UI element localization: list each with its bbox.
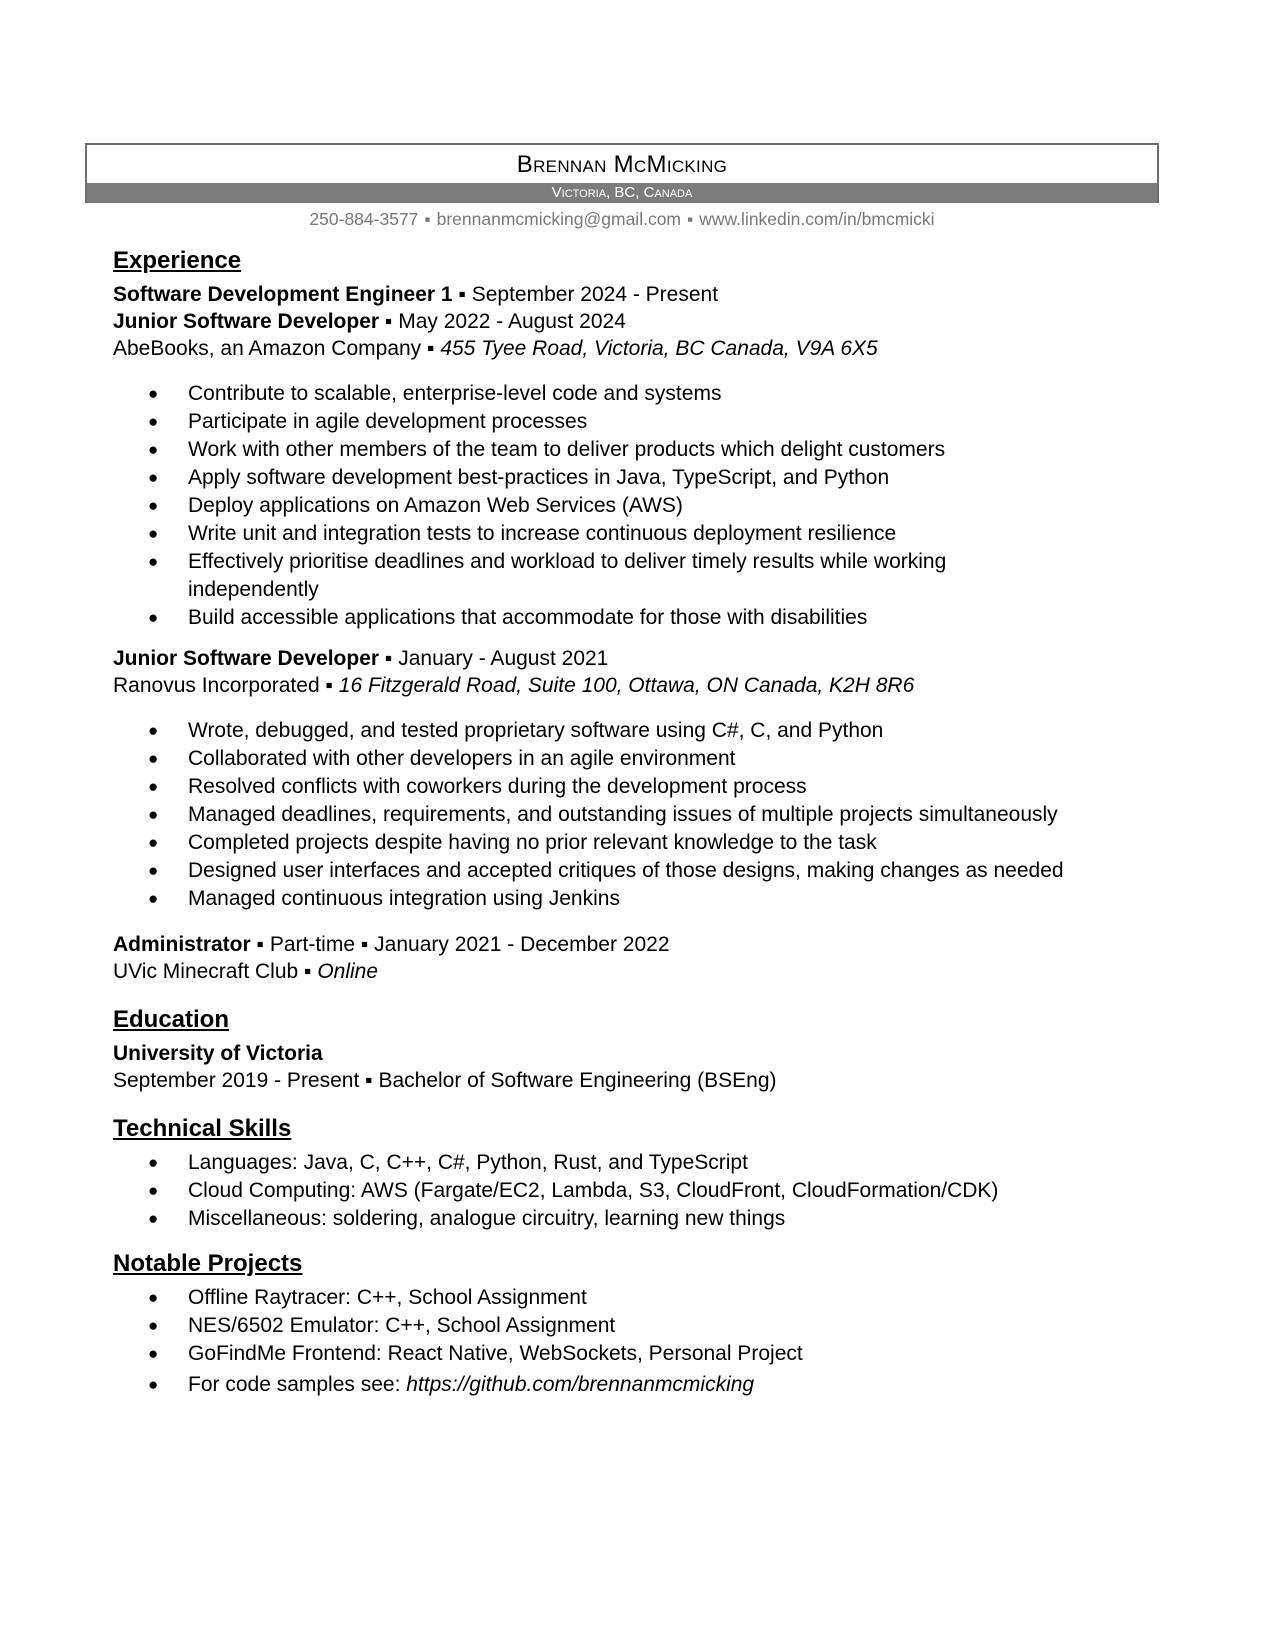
separator: ▪ — [325, 674, 333, 697]
list-item: ● Deploy applications on Amazon Web Services (AWS) — [0, 492, 1188, 520]
bullet-icon: ● — [148, 440, 159, 459]
separator: ▪ — [365, 1069, 373, 1092]
bullet-icon: ● — [148, 1344, 159, 1363]
bullet-icon: ● — [148, 1316, 159, 1335]
role-dates: September 2024 - Present — [471, 283, 719, 306]
role-title: Software Development Engineer 1 — [113, 283, 453, 306]
list-item: ● NES/6502 Emulator: C++, School Assignment — [0, 1312, 1188, 1340]
list-item: ● Designed user interfaces and accepted critiques of those designs, making changes as needed — [0, 857, 1188, 885]
company-line — [113, 672, 914, 699]
list-item: ● Write unit and integration tests to increase continuous deployment resilience — [0, 520, 1188, 548]
github-link[interactable]: https://github.com/brennanmcmicking — [406, 1373, 755, 1396]
list-item: ● Resolved conflicts with coworkers during the development process — [0, 773, 1188, 801]
job-role-line — [113, 645, 608, 672]
bullet-icon: ● — [148, 524, 159, 543]
company-line — [113, 335, 878, 362]
candidate-location: Victoria, BC, Canada — [87, 183, 1157, 203]
bullet-icon: ● — [148, 1153, 159, 1172]
list-item: ● Completed projects despite having no prior relevant knowledge to the task — [0, 829, 1188, 857]
bullet-icon: ● — [148, 1209, 159, 1228]
education-heading: Education — [113, 1006, 230, 1033]
company-location: Online — [317, 960, 379, 983]
bullet-icon: ● — [148, 749, 159, 768]
role-title: Junior Software Developer — [113, 647, 380, 670]
name-header-box — [85, 143, 1159, 203]
bullet-icon: ● — [148, 889, 159, 908]
separator: ▪ — [384, 310, 393, 333]
job-role-line — [113, 308, 626, 335]
list-item: ● Managed deadlines, requirements, and outstanding issues of multiple projects simultaneously — [0, 801, 1188, 829]
email-link[interactable]: brennanmcmicking@gmail.com — [436, 209, 682, 229]
degree-line — [113, 1067, 777, 1094]
company-location: 455 Tyee Road, Victoria, BC Canada, V9A 6X5 — [440, 337, 878, 360]
role-dates: January - August 2021 — [398, 647, 609, 670]
company-name: AbeBooks, an Amazon Company — [113, 337, 422, 360]
bullet-icon: ● — [148, 861, 159, 880]
role-title: Administrator — [113, 933, 251, 956]
bullet-icon: ● — [148, 777, 159, 796]
list-item: ● Offline Raytracer: C++, School Assignment — [0, 1284, 1188, 1312]
separator: ▪ — [360, 933, 369, 956]
phone-number: 250-884-3577 — [309, 209, 419, 229]
role-type: Part-time — [269, 933, 356, 956]
list-item: ● Work with other members of the team to deliver products which delight customers — [0, 436, 1188, 464]
education-dates: September 2019 - Present — [113, 1069, 360, 1092]
list-item: ● GoFindMe Frontend: React Native, WebSockets, Personal Project — [0, 1340, 1188, 1368]
bullet-icon: ● — [148, 721, 159, 740]
company-line — [113, 958, 378, 985]
role-title: Junior Software Developer — [113, 310, 380, 333]
separator: ▪ — [687, 209, 694, 229]
bullet-icon: ● — [148, 1288, 159, 1307]
separator: ▪ — [256, 933, 264, 956]
list-item: ● Wrote, debugged, and tested proprietary software using C#, C, and Python — [0, 717, 1188, 745]
list-item: ● Build accessible applications that accommodate for those with disabilities — [0, 604, 1188, 632]
bullet-icon: ● — [148, 608, 159, 627]
list-item: ● Miscellaneous: soldering, analogue circuitry, learning new things — [0, 1205, 1188, 1233]
job-role-line — [113, 931, 670, 958]
separator: ▪ — [458, 283, 466, 306]
bullet-icon: ● — [148, 412, 159, 431]
company-name: Ranovus Incorporated — [113, 674, 320, 697]
list-item: ● Languages: Java, C, C++, C#, Python, Rust, and TypeScript — [0, 1149, 1188, 1177]
degree-name: Bachelor of Software Engineering (BSEng) — [378, 1069, 777, 1092]
bullet-icon: ● — [148, 805, 159, 824]
contact-line — [85, 208, 1159, 230]
list-item: ● Cloud Computing: AWS (Fargate/EC2, Lambda, S3, CloudFront, CloudFormation/CDK) — [0, 1177, 1188, 1205]
list-item: ● Managed continuous integration using Jenkins — [0, 885, 1188, 913]
bullet-icon: ● — [148, 1375, 159, 1394]
experience-heading: Experience — [113, 247, 242, 274]
company-name: UVic Minecraft Club — [113, 960, 299, 983]
company-location: 16 Fitzgerald Road, Suite 100, Ottawa, ON Canada, K2H 8R6 — [338, 674, 915, 697]
separator: ▪ — [424, 209, 431, 229]
bullet-icon: ● — [148, 496, 159, 515]
list-item: ● Collaborated with other developers in an agile environment — [0, 745, 1188, 773]
projects-heading: Notable Projects — [113, 1250, 303, 1277]
list-item: ● Contribute to scalable, enterprise-level code and systems — [0, 380, 1188, 408]
list-item: ● Effectively prioritise deadlines and workload to deliver timely results while working independently — [148, 550, 947, 601]
bullet-icon: ● — [148, 384, 159, 403]
job-bullets — [0, 380, 1188, 632]
separator: ▪ — [384, 647, 393, 670]
separator: ▪ — [304, 960, 312, 983]
skills-list — [0, 1149, 1188, 1233]
job-role-line — [113, 281, 718, 308]
role-dates: January 2021 - December 2022 — [374, 933, 670, 956]
skills-heading: Technical Skills — [113, 1115, 292, 1142]
bullet-icon: ● — [148, 468, 159, 487]
list-item: ● Participate in agile development processes — [0, 408, 1188, 436]
role-dates: May 2022 - August 2024 — [398, 310, 626, 333]
projects-list — [0, 1284, 1188, 1399]
list-item: ● Apply software development best-practices in Java, TypeScript, and Python — [0, 464, 1188, 492]
candidate-name: Brennan McMicking — [516, 151, 728, 178]
school-name: University of Victoria — [113, 1042, 323, 1065]
linkedin-link[interactable]: www.linkedin.com/in/bmcmicki — [699, 209, 935, 229]
separator: ▪ — [427, 337, 435, 360]
list-item — [0, 1371, 1188, 1399]
bullet-icon: ● — [148, 552, 159, 571]
bullet-icon: ● — [148, 1181, 159, 1200]
code-samples-label: For code samples see: — [188, 1373, 401, 1396]
job-bullets — [0, 717, 1188, 913]
bullet-icon: ● — [148, 833, 159, 852]
